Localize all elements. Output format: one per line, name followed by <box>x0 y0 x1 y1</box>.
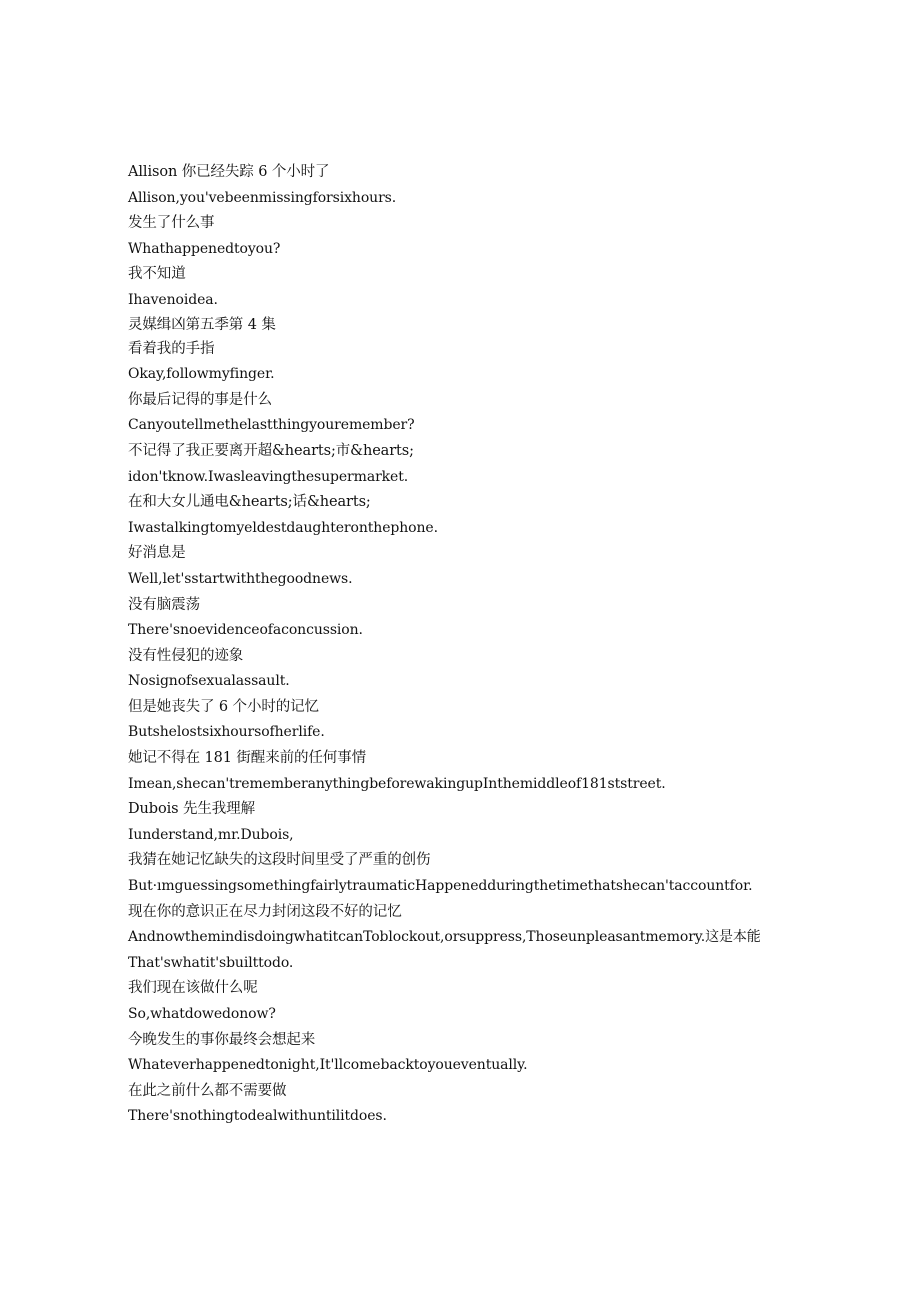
subtitle-line-english: Whathappenedtoyou? <box>128 240 281 257</box>
subtitle-line-chinese: 她记不得在 181 街醒来前的任何事情 <box>128 750 366 767</box>
subtitle-line-chinese: 我不知道 <box>128 266 186 283</box>
episode-title: 灵媒缉凶第五季第 4 集 <box>128 316 276 333</box>
subtitle-line-english: idon'tknow.Iwasleavingthesupermarket. <box>128 468 409 485</box>
subtitle-line-chinese: 好消息是 <box>128 545 186 562</box>
subtitle-line-chinese: 我们现在该做什么呢 <box>128 980 258 997</box>
subtitle-line-english: Imean,shecan'trememberanythingbeforewakingupInthemiddleof181ststreet. <box>128 775 666 792</box>
subtitle-line-english: There'snothingtodealwithuntilitdoes. <box>128 1108 387 1125</box>
subtitle-line-chinese: 发生了什么事 <box>128 215 215 232</box>
subtitle-line-english: Iwastalkingtomyeldestdaughteronthephone. <box>128 519 438 536</box>
subtitle-line-english: Nosignofsexualassault. <box>128 673 290 690</box>
subtitle-line-chinese: 在此之前什么都不需要做 <box>128 1082 287 1099</box>
subtitle-line-english: There'snoevidenceofaconcussion. <box>128 622 363 639</box>
subtitle-line-chinese: 你最后记得的事是什么 <box>128 391 272 408</box>
subtitle-line-chinese: Allison 你已经失踪 6 个小时了 <box>128 164 330 180</box>
subtitle-line-chinese: Dubois 先生我理解 <box>128 801 255 818</box>
subtitle-line-english: But·ımguessingsomethingfairlytraumaticHappenedduringthetimethatshecan'taccountfor. <box>128 878 753 895</box>
subtitle-line-english: So,whatdowedonow? <box>128 1006 276 1022</box>
subtitle-line-chinese: 不记得了我正要离开超&hearts;市&hearts; <box>128 442 414 459</box>
subtitle-line-english: AndnowthemindisdoingwhatitcanToblockout,orsuppress,Thoseunpleasantmemory.这是本能 <box>128 929 761 946</box>
subtitle-line-chinese: 看着我的手指 <box>128 340 215 357</box>
subtitle-line-chinese: 没有脑震荡 <box>128 596 200 613</box>
subtitle-line-english: Ihavenoidea. <box>128 291 218 308</box>
subtitle-line-english: Okay,followmyfinger. <box>128 366 275 383</box>
subtitle-line-english: Allison,you'vebeenmissingforsixhours. <box>128 189 397 206</box>
document-body <box>128 160 898 1130</box>
subtitle-line-chinese: 我猜在她记忆缺失的这段时间里受了严重的创伤 <box>128 852 431 869</box>
subtitle-line-chinese: 但是她丧失了 6 个小时的记忆 <box>128 698 319 715</box>
subtitle-line-chinese: 没有性侵犯的迹象 <box>128 647 244 664</box>
subtitle-line-chinese: 现在你的意识正在尽力封闭这段不好的记忆 <box>128 903 402 920</box>
subtitle-line-english: Whateverhappenedtonight,It'llcomebacktoyoueventually. <box>128 1057 528 1074</box>
subtitle-line-chinese: 在和大女儿通电&hearts;话&hearts; <box>128 494 371 511</box>
subtitle-line-english: Canyoutellmethelastthingyouremember? <box>128 417 415 434</box>
subtitle-line-english: Well,let'sstartwiththegoodnews. <box>128 570 353 587</box>
subtitle-line-english: Iunderstand,mr.Dubois, <box>128 826 294 843</box>
subtitle-line-chinese: 今晚发生的事你最终会想起来 <box>128 1031 316 1048</box>
subtitle-line-english: That'swhatit'sbuilttodo. <box>128 954 294 971</box>
subtitle-line-english: Butshelostsixhoursofherlife. <box>128 724 325 741</box>
